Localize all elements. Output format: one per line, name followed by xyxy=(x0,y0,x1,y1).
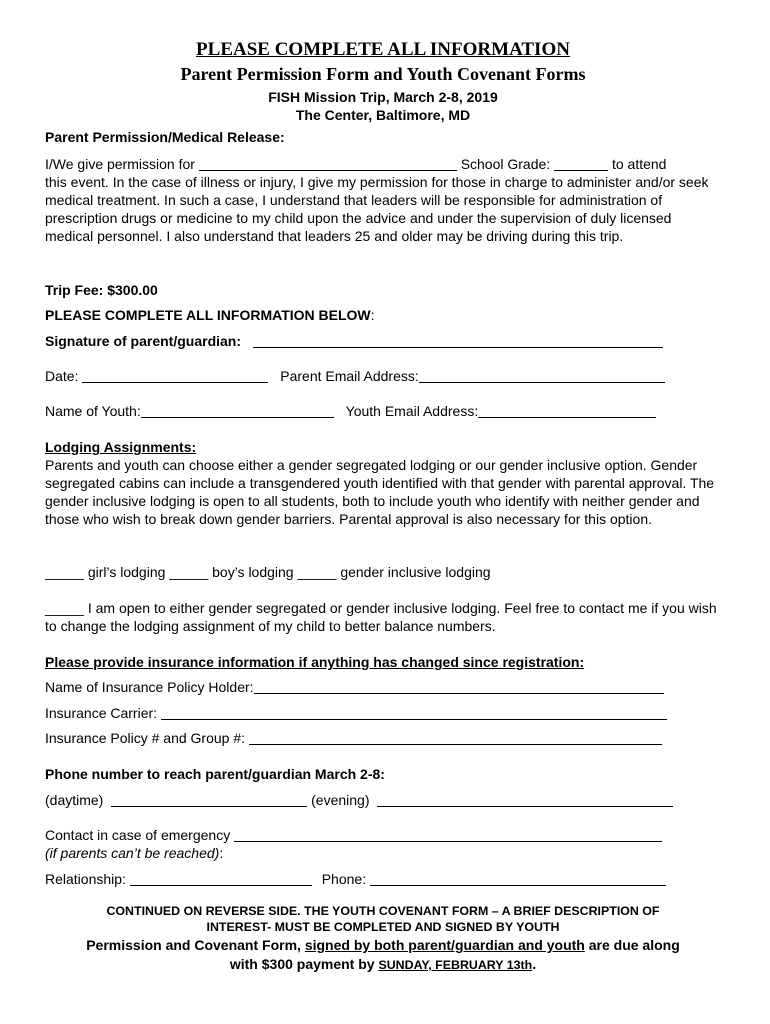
emergency-blank[interactable] xyxy=(234,827,662,842)
footer-payment: with $300 payment by xyxy=(229,956,375,972)
trip-fee: Trip Fee: $300.00 xyxy=(45,282,158,298)
footer-line-4 xyxy=(45,955,721,974)
release-heading: Parent Permission/Medical Release: xyxy=(45,129,285,145)
relationship-row xyxy=(45,870,721,888)
open-option-blank[interactable]: _____ xyxy=(45,600,84,616)
lodging-body: Parents and youth can choose either a gender segregated lodging or our gender inclusive option. Gender segregated cabins can include a transgendered youth identified with that gender with parental approval. The gender inclusive lodging is open to all students, both to include youth who identify with neither gender and those who wish to break down gender barriers. Parental approval is also necessary for this option. xyxy=(45,457,715,527)
lodging-heading: Lodging Assignments: xyxy=(45,439,197,455)
lodging-options-row xyxy=(45,563,721,581)
footer-due-a: Permission and Covenant Form, xyxy=(86,937,301,953)
evening-label: (evening) xyxy=(311,792,370,808)
trip-location: The Center, Baltimore, MD xyxy=(295,107,471,123)
form-subtitle: Parent Permission Form and Youth Covenant Forms xyxy=(180,64,586,84)
open-option xyxy=(45,599,721,635)
date-email-row xyxy=(45,367,721,385)
date-label: Date: xyxy=(45,368,79,384)
policy-holder-row xyxy=(45,678,721,696)
parent-email-label: Parent Email Address: xyxy=(280,368,419,384)
page-title: PLEASE COMPLETE ALL INFORMATION xyxy=(196,39,570,60)
youth-email-label: Youth Email Address: xyxy=(345,403,479,419)
emergency-row xyxy=(45,826,721,844)
attend-label: to attend xyxy=(611,156,667,172)
insurance-heading: Please provide insurance information if anything has changed since registration: xyxy=(45,654,585,670)
phone-row xyxy=(45,791,721,809)
policy-label: Insurance Policy # and Group #: xyxy=(45,730,246,746)
carrier-label: Insurance Carrier: xyxy=(45,705,158,721)
school-grade-label: School Grade: xyxy=(460,156,551,172)
daytime-blank[interactable] xyxy=(111,792,307,807)
policy-blank[interactable] xyxy=(249,730,662,745)
open-option-text: I am open to either gender segregated or gender inclusive lodging. Feel free to contact me if you wish to change the lodging assignment of my child to better balance numbers. xyxy=(45,600,717,634)
trip-name: FISH Mission Trip, March 2-8, 2019 xyxy=(268,89,498,105)
youth-name-field[interactable] xyxy=(141,403,334,418)
carrier-row xyxy=(45,704,721,722)
footer-due-c: are due along xyxy=(588,937,680,953)
girls-blank[interactable]: _____ xyxy=(45,564,84,580)
signature-row xyxy=(45,332,721,350)
emergency-note-row xyxy=(45,844,721,862)
footer-line-2: INTEREST- MUST BE COMPLETED AND SIGNED BY YOUTH xyxy=(206,920,560,934)
youth-name-blank[interactable] xyxy=(199,156,457,171)
date-blank[interactable] xyxy=(82,368,268,383)
emergency-note: (if parents can’t be reached) xyxy=(45,845,220,861)
signature-label: Signature of parent/guardian: xyxy=(45,333,242,349)
daytime-label: (daytime) xyxy=(45,792,104,808)
emergency-label: Contact in case of emergency xyxy=(45,827,231,843)
complete-below-line xyxy=(45,306,721,324)
permission-label: I/We give permission for xyxy=(45,156,195,172)
evening-blank[interactable] xyxy=(377,792,673,807)
phone-heading: Phone number to reach parent/guardian March 2-8: xyxy=(45,766,385,782)
footer-due-date: SUNDAY, FEBRUARY 13th xyxy=(378,958,533,972)
signature-blank[interactable] xyxy=(253,333,663,348)
youth-email-blank[interactable] xyxy=(478,403,656,418)
policy-holder-label: Name of Insurance Policy Holder: xyxy=(45,679,254,695)
footer-period: . xyxy=(532,956,537,972)
complete-below-heading: PLEASE COMPLETE ALL INFORMATION BELOW xyxy=(45,307,371,323)
phone-label: Phone: xyxy=(321,871,367,887)
youth-name-label: Name of Youth: xyxy=(45,403,141,419)
carrier-blank[interactable] xyxy=(161,705,667,720)
emergency-note-colon: : xyxy=(219,845,224,861)
policy-holder-blank[interactable] xyxy=(254,679,664,694)
parent-email-blank[interactable] xyxy=(419,368,665,383)
boys-lodging-label: boy’s lodging xyxy=(212,564,294,580)
complete-below-colon: : xyxy=(370,307,375,323)
footer-line-3 xyxy=(45,936,721,954)
footer-signed-by: signed by both parent/guardian and youth xyxy=(304,937,585,953)
footer-line-1: CONTINUED ON REVERSE SIDE. THE YOUTH COVENANT FORM – A BRIEF DESCRIPTION OF xyxy=(106,904,660,918)
boys-blank[interactable]: _____ xyxy=(169,564,209,580)
release-body: this event. In the case of illness or injury, I give my permission for those in charge to administer and/or seek medical treatment. In such a case, I understand that leaders will be responsible for administration of prescription drugs or medicine to my child upon the advice and under the supervision of duly licensed medical personnel. I also understand that leaders 25 and older may be driving during this trip. xyxy=(45,174,709,244)
youth-row xyxy=(45,402,721,420)
release-first-line xyxy=(45,155,721,173)
relationship-blank[interactable] xyxy=(130,871,312,886)
inclusive-blank[interactable]: _____ xyxy=(297,564,337,580)
relationship-label: Relationship: xyxy=(45,871,126,887)
school-grade-blank[interactable] xyxy=(554,156,608,171)
inclusive-lodging-label: gender inclusive lodging xyxy=(340,564,491,580)
policy-row xyxy=(45,729,721,747)
phone-blank[interactable] xyxy=(370,871,666,886)
girls-lodging-label: girl’s lodging xyxy=(87,564,166,580)
